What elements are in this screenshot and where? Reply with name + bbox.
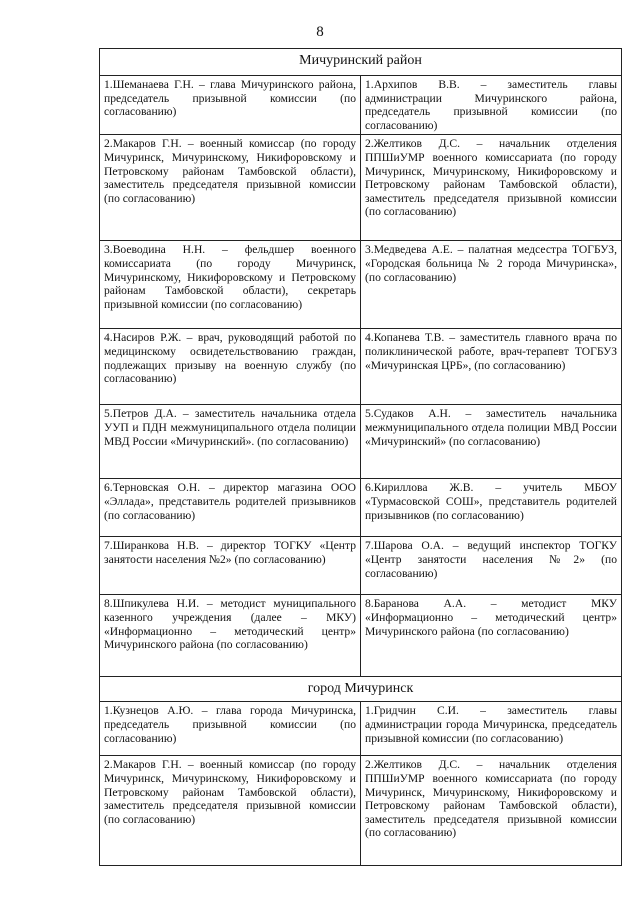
table-row	[100, 537, 622, 595]
table-row	[100, 135, 622, 241]
reserve-member-cell: 7.Шарова О.А. – ведущий инспектор ТОГКУ «Центр занятости населения №2» (по согласованию)	[361, 537, 622, 595]
table-row	[100, 241, 622, 329]
reserve-member-cell: 4.Копанева Т.В. – заместитель главного врача по поликлинической работе, врач-терапевт ТОГБУЗ «Мичуринская ЦРБ», (по согласованию)	[361, 329, 622, 405]
member-cell: 4.Насиров Р.Ж. – врач, руководящий работой по медицинскому освидетельствованию граждан, подлежащих призыву на военную службу (по согласованию)	[100, 329, 361, 405]
reserve-member-cell: 8.Баранова А.А. – методист МКУ «Информационно – методический центр» Мичуринского района (по согласованию)	[361, 595, 622, 677]
table-row	[100, 76, 622, 135]
section-title-michurinsk-city: город Мичуринск	[100, 677, 622, 702]
table-row	[100, 702, 622, 756]
section-title-michurinsky-district: Мичуринский район	[100, 49, 622, 76]
member-cell: 2.Макаров Г.Н. – военный комиссар (по городу Мичуринск, Мичуринскому, Никифоровскому и Петровскому районам Тамбовской области), заместитель председателя призывной комиссии (по согласованию)	[100, 756, 361, 866]
reserve-member-cell: 1.Архипов В.В. – заместитель главы администрации Мичуринского района, председатель призывной комиссии (по согласованию)	[361, 76, 622, 135]
reserve-member-cell: 6.Кириллова Ж.В. – учитель МБОУ «Турмасовской СОШ», представитель родителей призывников (по согласованию)	[361, 479, 622, 537]
reserve-member-cell: 1.Гридчин С.И. – заместитель главы администрации города Мичуринска, председатель призывной комиссии (по согласованию)	[361, 702, 622, 756]
section-header-row	[100, 677, 622, 702]
member-cell: 1.Кузнецов А.Ю. – глава города Мичуринска, председатель призывной комиссии (по согласованию)	[100, 702, 361, 756]
table-row	[100, 595, 622, 677]
table-row	[100, 329, 622, 405]
commission-table	[99, 48, 622, 866]
section-header-row	[100, 49, 622, 76]
member-cell: 2.Макаров Г.Н. – военный комиссар (по городу Мичуринск, Мичуринскому, Никифоровскому и Петровскому районам Тамбовской области), заместитель председателя призывной комиссии (по согласованию)	[100, 135, 361, 241]
table-row	[100, 479, 622, 537]
member-cell: 8.Шпикулева Н.И. – методист муниципального казенного учреждения (далее – МКУ) «Информационно – методический центр» Мичуринского района (по согласованию)	[100, 595, 361, 677]
table-row	[100, 756, 622, 866]
member-cell: 1.Шеманаева Г.Н. – глава Мичуринского района, председатель призывной комиссии (по согласованию)	[100, 76, 361, 135]
reserve-member-cell: 2.Желтиков Д.С. – начальник отделения ППШиУМР военного комиссариата (по городу Мичуринск, Мичуринскому, Никифоровскому и Петровскому районам Тамбовской области), заместитель председателя призывной комиссии (по согласованию)	[361, 135, 622, 241]
table-row	[100, 405, 622, 479]
member-cell: 6.Терновская О.Н. – директор магазина ООО «Эллада», представитель родителей призывников (по согласованию)	[100, 479, 361, 537]
member-cell: 3.Воеводина Н.Н. – фельдшер военного комиссариата (по городу Мичуринск, Мичуринскому, Никифоровскому и Петровскому районам Тамбовской области), секретарь призывной комиссии (по согласованию)	[100, 241, 361, 329]
member-cell: 7.Ширанкова Н.В. – директор ТОГКУ «Центр занятости населения №2» (по согласованию)	[100, 537, 361, 595]
member-cell: 5.Петров Д.А. – заместитель начальника отдела УУП и ПДН межмуниципального отдела полиции МВД России «Мичуринский». (по согласованию)	[100, 405, 361, 479]
reserve-member-cell: 2.Желтиков Д.С. – начальник отделения ППШиУМР военного комиссариата (по городу Мичуринск, Мичуринскому, Никифоровскому и Петровскому районам Тамбовской области), заместитель председателя призывной комиссии (по согласованию)	[361, 756, 622, 866]
reserve-member-cell: 3.Медведева А.Е. – палатная медсестра ТОГБУЗ, «Городская больница № 2 города Мичуринска», (по согласованию)	[361, 241, 622, 329]
reserve-member-cell: 5.Судаков А.Н. – заместитель начальника межмуниципального отдела полиции МВД России «Мичуринский» (по согласованию)	[361, 405, 622, 479]
page-number: 8	[316, 24, 324, 40]
